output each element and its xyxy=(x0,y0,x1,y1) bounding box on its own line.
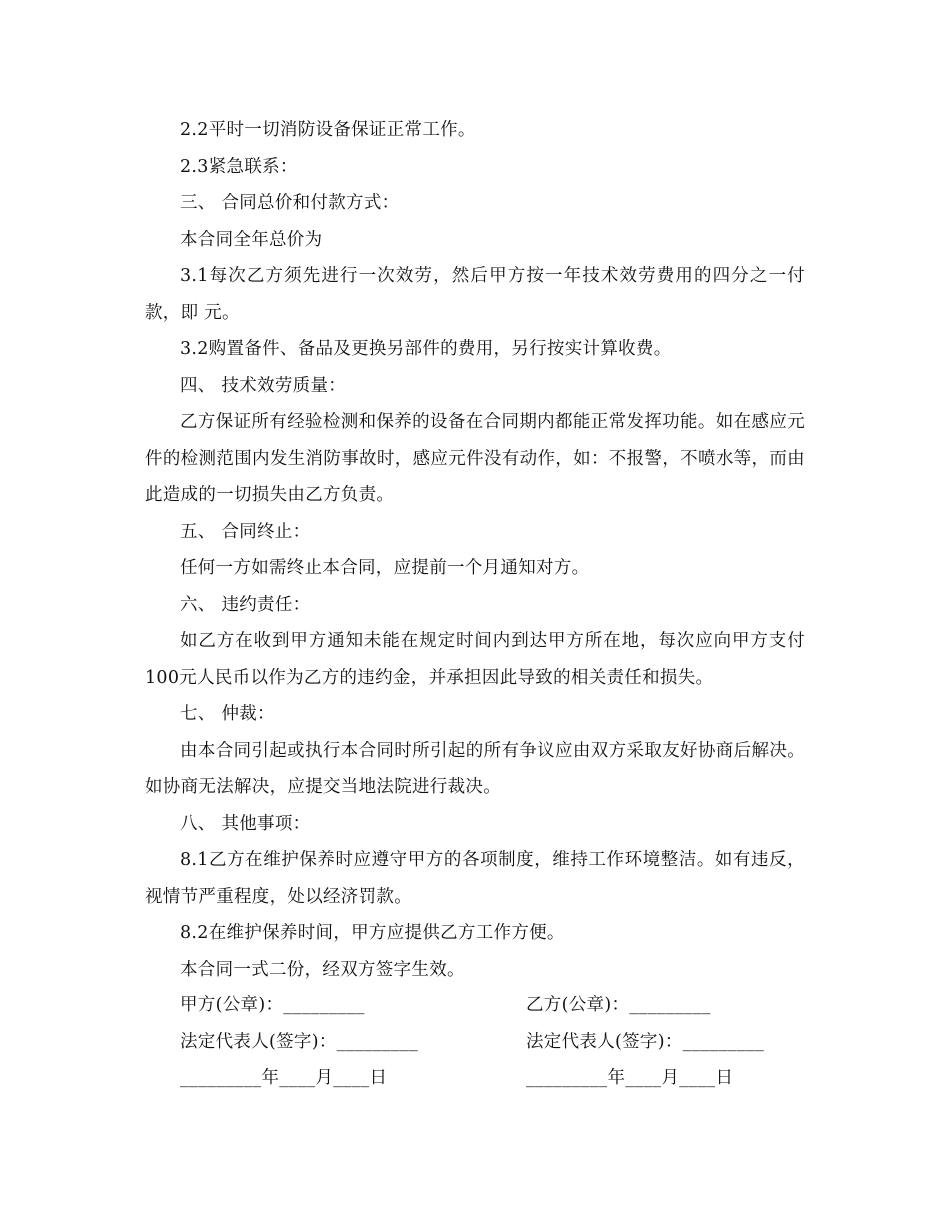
party-a-seal-line: 甲方(公章)：_________ xyxy=(180,995,365,1015)
clause-8-1: 8.1乙方在维护保养时应遵守甲方的各项制度，维持工作环境整洁。如有违反，视情节严重程度，处以经济罚款。 xyxy=(145,850,805,907)
clause-3-2: 3.2购置备件、备品及更换另部件的费用，另行按实计算收费。 xyxy=(180,339,672,359)
section-7-heading: 七、 仲裁： xyxy=(180,704,275,724)
party-b-signature xyxy=(526,987,856,1097)
clause-3-1: 3.1每次乙方须先进行一次效劳，然后甲方按一年技术效劳费用的四分之一付款，即 元。 xyxy=(145,266,805,323)
section-4-heading: 四、 技术效劳质量： xyxy=(180,375,347,396)
clause-8-2: 8.2在维护保养时间，甲方应提供乙方工作方便。 xyxy=(180,923,565,943)
arbitration-text: 由本合同引起或执行本合同时所引起的所有争议应由双方采取友好协商后解决。如协商无法解决，应提交当地法院进行裁决。 xyxy=(145,740,805,797)
section-5-heading: 五、 合同终止： xyxy=(180,521,311,542)
party-a-date-line: _________年____月____日 xyxy=(180,1068,388,1088)
section-8-heading: 八、 其他事项： xyxy=(180,813,311,834)
breach-text: 如乙方在收到甲方通知未能在规定时间内到达甲方所在地，每次应向甲方支付100元人民币以作为乙方的违约金，并承担因此导致的相关责任和损失。 xyxy=(145,631,805,688)
party-a-signature xyxy=(180,987,510,1097)
quality-text: 乙方保证所有经验检测和保养的设备在合同期内都能正常发挥功能。如在感应元件的检测范围内发生消防事故时，感应元件没有动作，如：不报警，不喷水等，而由此造成的一切损失由乙方负责。 xyxy=(145,412,805,505)
effectiveness-text: 本合同一式二份，经双方签字生效。 xyxy=(180,959,465,980)
clause-2-3: 2.3紧急联系： xyxy=(180,156,298,177)
party-b-date-line: _________年____月____日 xyxy=(526,1068,734,1088)
termination-text: 任何一方如需终止本合同，应提前一个月通知对方。 xyxy=(180,558,590,578)
total-price-text: 本合同全年总价为 xyxy=(180,229,323,250)
party-b-seal-line: 乙方(公章)：_________ xyxy=(526,995,711,1015)
clause-2-2: 2.2平时一切消防设备保证正常工作。 xyxy=(180,120,476,140)
section-6-heading: 六、 违约责任： xyxy=(180,594,311,615)
section-3-heading: 三、 合同总价和付款方式： xyxy=(180,193,400,213)
contract-body xyxy=(145,112,805,988)
party-a-rep-line: 法定代表人(签字)：_________ xyxy=(180,1031,419,1052)
party-b-rep-line: 法定代表人(签字)：_________ xyxy=(526,1031,765,1052)
